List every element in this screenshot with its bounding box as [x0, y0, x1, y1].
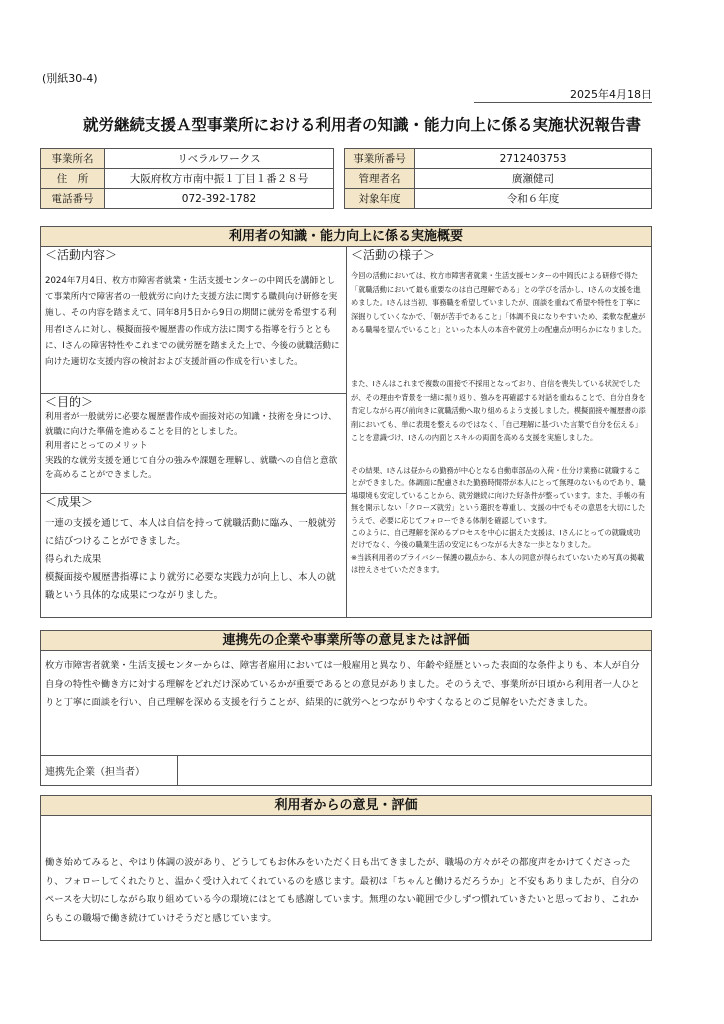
purpose-heading: ＜目的＞	[45, 395, 94, 409]
activity-heading: ＜活動内容＞	[45, 248, 118, 262]
page-title: 就労継続支援Ａ型事業所における利用者の知識・能力向上に係る実施状況報告書	[82, 116, 641, 134]
overview-right-column	[347, 247, 651, 617]
info-value: リベラルワークス	[105, 149, 334, 169]
attachment-label: (別紙30-4)	[42, 72, 98, 85]
office-id-table	[344, 148, 652, 209]
info-row	[41, 169, 334, 189]
situation-heading: ＜活動の様子＞	[351, 248, 436, 262]
partner-contact-row	[41, 755, 651, 785]
user-opinion-title: 利用者からの意見・評価	[41, 796, 651, 816]
activity-text: 2024年7月4日、枚方市障害者就業・生活支援センターの中岡氏を講師として事業所内で障害者の一般就労に向けた支援方法に関する職員向け研修を実施し、その内容を踏まえて、同年8月5日から9日の期間に就労を希望する利用者Iさんに対し、模擬面接や履歴書の作成方法に関する指導を行うとともに、Iさんの障害特性やこれまでの就労歴を踏まえた上で、今後の就職活動に向けた適切な支援内容の検討および支援計画の作成を行いました。	[45, 276, 340, 368]
partner-text: 枚方市障害者就業・生活支援センターからは、障害者雇用においては一般雇用と異なり、年齢や経歴といった表面的な条件よりも、本人が自分自身の特性や働き方に対する理解をどれだけ深めているかが重要であるとの意見がありました。そのうえで、事業所が日頃から利用者一人ひとりと丁寧に面談を行い、自己理解を深める支援を行うことが、結果的に就労へとつながりやすくなるとのご見解をいただきました。	[45, 660, 640, 708]
info-row	[345, 149, 652, 169]
divider	[177, 756, 178, 785]
result-text: 一連の支援を通じて、本人は自信を持って就職活動に臨み、一般就労に結びつけることができました。 得られた成果 模擬面接や履歴書指導により就労に必要な実践力が向上し、本人の就職という具体的な成果につながりました。	[45, 518, 337, 601]
result-heading: ＜成果＞	[45, 495, 94, 509]
partner-section	[40, 630, 652, 786]
info-value: 令和６年度	[415, 189, 652, 209]
overview-title: 利用者の知識・能力向上に係る実施概要	[41, 227, 651, 247]
info-label: 住 所	[41, 169, 105, 189]
office-info-table	[40, 148, 334, 209]
info-value: 大阪府枚方市南中振１丁目１番２８号	[105, 169, 334, 189]
info-row	[41, 189, 334, 209]
info-row	[345, 169, 652, 189]
overview-section	[40, 226, 652, 618]
user-opinion-text: 働き始めてみると、やはり体調の波があり、どうしてもお休みをいただく日も出てきましたが、職場の方々がその都度声をかけてくださったり、フォローしてくれたりと、温かく受け入れてくれているのを感じます。最初は「ちゃんと働けるだろうか」と不安もありましたが、自分のペースを大切にしながら取り組めている今の環境にはとても感謝しています。無理のない範囲で少しずつ慣れていきたいと思っており、これからもこの職場で働き続けていけそうだと感じています。	[45, 857, 639, 924]
info-label: 対象年度	[345, 189, 415, 209]
info-value: 072-392-1782	[105, 189, 334, 209]
info-label: 管理者名	[345, 169, 415, 189]
info-label: 事業所名	[41, 149, 105, 169]
user-opinion-section	[40, 795, 652, 941]
contact-label: 連携先企業（担当者）	[45, 767, 145, 778]
overview-left-column	[41, 247, 347, 617]
situation-paragraph-1: 今回の活動においては、枚方市障害者就業・生活支援センターの中岡氏による研修で得た「就職活動において最も重要なのは自己理解である」との学びを活かし、Iさんの支援を進めました。Iさんは当初、事務職を希望していましたが、面談を重ねて希望や特性を丁寧に深掘りしていくなかで、「朝が苦手であること」「体調不良になりやすいため、柔軟な配慮がある職場を望んでいること」といった本人の本音や就労上の配慮点が明らかになりました。	[351, 271, 646, 335]
info-row	[345, 189, 652, 209]
report-date: 2025年4月18日	[570, 88, 652, 101]
info-label: 電話番号	[41, 189, 105, 209]
info-label: 事業所番号	[345, 149, 415, 169]
info-value: 廣瀬健司	[415, 169, 652, 189]
info-value: 2712403753	[415, 149, 652, 169]
situation-paragraph-3: その結果、Iさんは昼からの勤務が中心となる自動車部品の入荷・仕分け業務に就職することができました。体調面に配慮された勤務時間帯が本人にとって無理のないものであり、職場環境も安定していることから、就労継続に向けた好条件が整っています。また、手帳の有無を開示しない「クローズ就労」という選択を尊重し、支援の中でもその意思を大切にしたうえで、必要に応じてフォローできる体制を確認しています。 このように、自己理解を深めるプロセスを中心に据えた支援は、Iさんにとっての就職成功だけでなく、今後の職業生活の安定にもつながる大きな一歩となりました。 ※当該利用者のプライバシー保護の観点から、本人の同意が得られていないため写真の掲載は控えさせていただきます。	[351, 466, 646, 575]
purpose-text: 利用者が一般就労に必要な履歴書作成や面接対応の知識・技術を身につけ、就職に向けた準備を進めることを目的としました。 利用者にとってのメリット 実践的な就労支援を通じて自分の強みや課題を理解し、就職への自信と意欲を高めることができました。	[45, 412, 338, 481]
info-row	[41, 149, 334, 169]
situation-paragraph-2: また、Iさんはこれまで複数の面接で不採用となっており、自信を喪失している状況でしたが、その理由や背景を一緒に振り返り、強みを再確認する対話を重ねることで、自分自身を肯定しながら再び前向きに就職活動へ取り組めるよう支援しました。模擬面接や履歴書の添削においても、単に表現を整えるのではなく、「自己理解に基づいた言葉で自分を伝える」ことを意識づけ、Iさんの内面とスキルの両面を高める支援を実施しました。	[351, 379, 646, 443]
partner-title: 連携先の企業や事業所等の意見または評価	[41, 631, 651, 651]
date-underline	[474, 102, 652, 103]
